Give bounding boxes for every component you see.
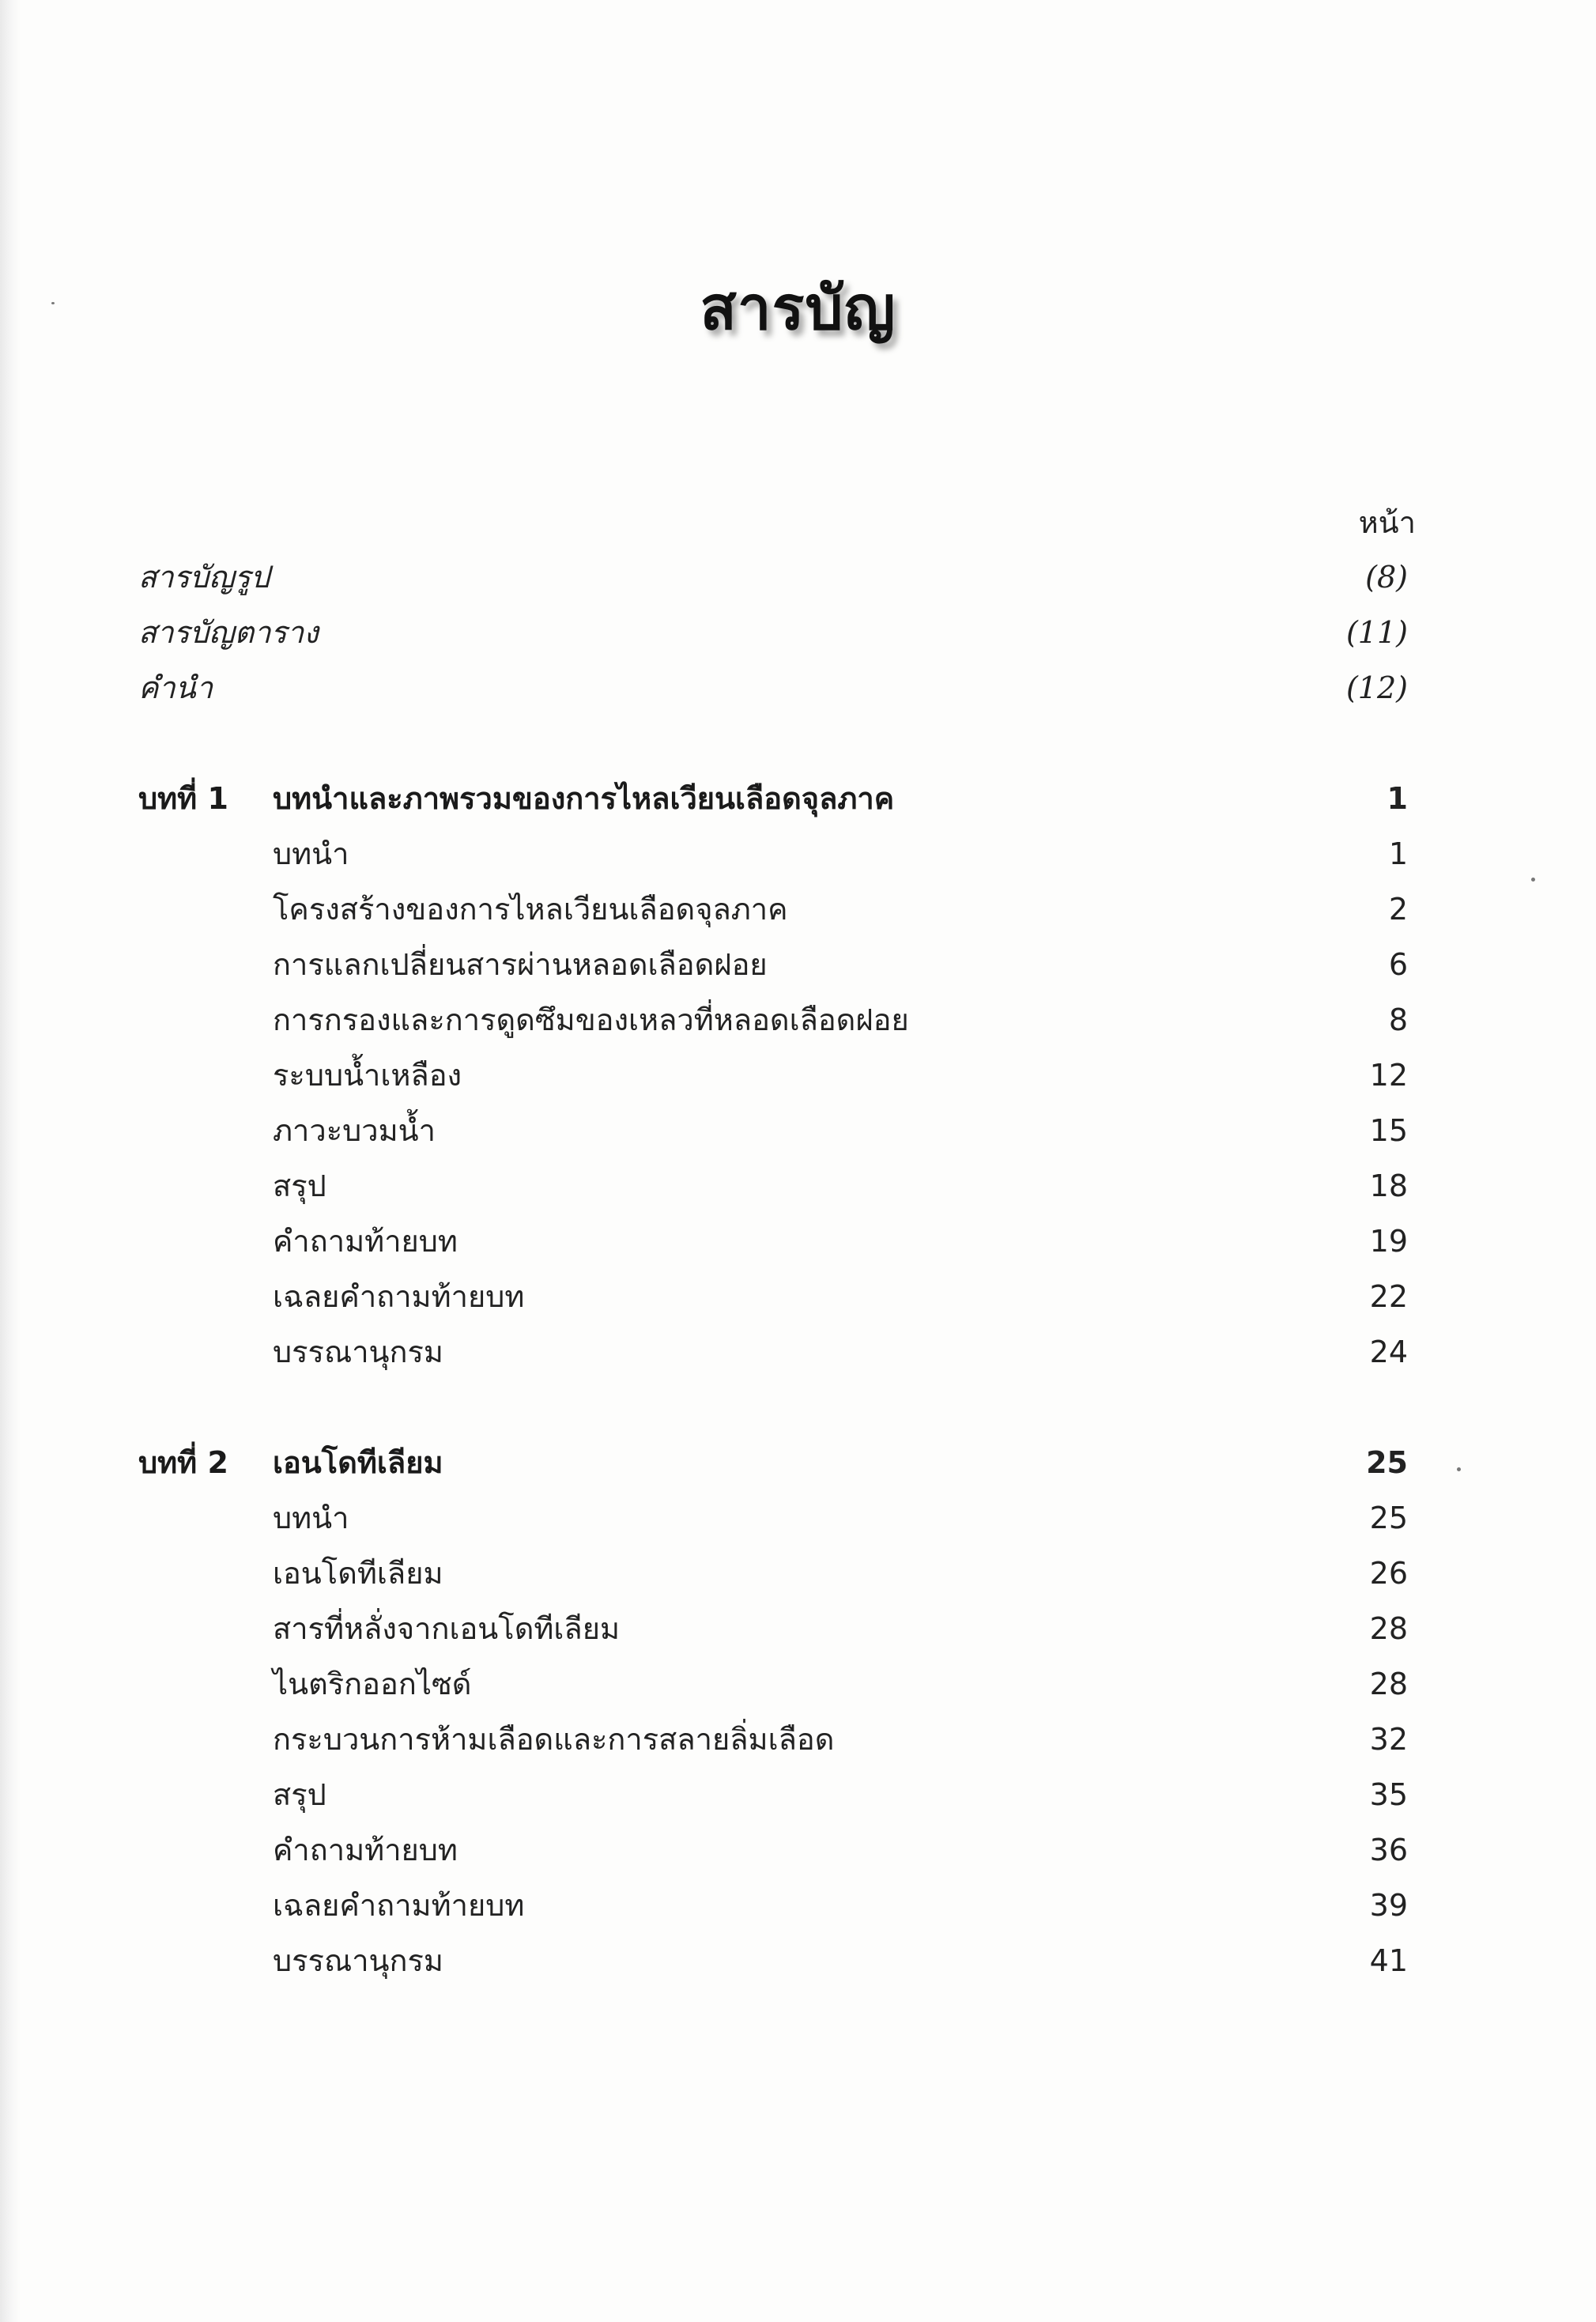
scan-speck (1531, 878, 1535, 882)
toc-item-page: (12) (1345, 670, 1408, 705)
toc-item-page: (8) (1365, 560, 1408, 595)
section-label: ไนตริกออกไซด์ (273, 1667, 472, 1701)
section-page: 22 (1369, 1279, 1408, 1314)
section-label: บทนำ (273, 1501, 349, 1535)
toc-section-item[interactable] (0, 1052, 1596, 1099)
toc-section-item[interactable] (0, 996, 1596, 1044)
toc-section-item[interactable] (0, 1328, 1596, 1376)
section-page: 18 (1369, 1169, 1408, 1203)
toc-section-item[interactable] (0, 1218, 1596, 1265)
toc-section-item[interactable] (0, 1882, 1596, 1929)
chapter-page: 25 (1366, 1445, 1408, 1480)
toc-section-item[interactable] (0, 830, 1596, 878)
section-label: บทนำ (273, 836, 349, 871)
section-label: เฉลยคำถามท้ายบท (273, 1279, 525, 1314)
section-page: 6 (1388, 947, 1408, 982)
toc-item-label: คำนำ (138, 670, 213, 705)
section-page: 12 (1369, 1058, 1408, 1093)
section-label: สรุป (273, 1169, 326, 1203)
section-page: 39 (1369, 1888, 1408, 1923)
scan-speck (51, 302, 55, 304)
chapter-title: บทนำและภาพรวมของการไหลเวียนเลือดจุลภาค (273, 781, 895, 816)
toc-section-item[interactable] (0, 885, 1596, 933)
section-page: 8 (1388, 1002, 1408, 1037)
toc-front-item[interactable] (0, 664, 1596, 712)
section-label: กระบวนการห้ามเลือดและการสลายลิ่มเลือด (273, 1722, 835, 1757)
toc-section-item[interactable] (0, 1162, 1596, 1210)
toc-front-item[interactable] (0, 553, 1596, 601)
section-label: คำถามท้ายบท (273, 1224, 458, 1259)
section-page: 35 (1369, 1777, 1408, 1812)
scan-speck (1457, 1467, 1461, 1471)
section-page: 32 (1369, 1722, 1408, 1757)
toc-section-item[interactable] (0, 1605, 1596, 1652)
section-label: การแลกเปลี่ยนสารผ่านหลอดเลือดฝอย (273, 947, 768, 982)
toc-item-label: สารบัญตาราง (138, 615, 319, 650)
section-page: 24 (1369, 1335, 1408, 1369)
toc-front-item[interactable] (0, 609, 1596, 656)
toc-chapter-1[interactable] (0, 775, 1596, 822)
section-label: บรรณานุกรม (273, 1943, 443, 1978)
section-label: เอนโดทีเลียม (273, 1556, 443, 1591)
toc-section-item[interactable] (0, 1273, 1596, 1320)
section-label: คำถามท้ายบท (273, 1833, 458, 1867)
page-column-header: หน้า (1358, 505, 1416, 540)
section-page: 1 (1388, 836, 1408, 871)
toc-section-item[interactable] (0, 1494, 1596, 1542)
section-page: 2 (1388, 892, 1408, 927)
section-label: สารที่หลั่งจากเอนโดทีเลียม (273, 1611, 621, 1646)
toc-section-item[interactable] (0, 1771, 1596, 1818)
section-page: 19 (1369, 1224, 1408, 1259)
section-page: 15 (1369, 1113, 1408, 1148)
toc-section-item[interactable] (0, 1937, 1596, 1984)
toc-chapter-2[interactable] (0, 1439, 1596, 1486)
section-label: บรรณานุกรม (273, 1335, 443, 1369)
toc-section-item[interactable] (0, 1826, 1596, 1874)
chapter-number: บทที่ 2 (138, 1445, 228, 1480)
toc-section-item[interactable] (0, 941, 1596, 988)
section-page: 36 (1369, 1833, 1408, 1867)
toc-item-label: สารบัญรูป (138, 560, 270, 595)
section-page: 26 (1369, 1556, 1408, 1591)
chapter-number: บทที่ 1 (138, 781, 228, 816)
section-page: 41 (1369, 1943, 1408, 1978)
toc-section-item[interactable] (0, 1716, 1596, 1763)
section-page: 28 (1369, 1611, 1408, 1646)
section-label: การกรองและการดูดซึมของเหลวที่หลอดเลือดฝอย (273, 1002, 909, 1037)
section-page: 25 (1369, 1501, 1408, 1535)
section-label: สรุป (273, 1777, 326, 1812)
section-label: ระบบน้ำเหลือง (273, 1058, 462, 1093)
section-label: ภาวะบวมน้ำ (273, 1113, 436, 1148)
page-title: สารบัญ (700, 273, 896, 343)
toc-section-item[interactable] (0, 1107, 1596, 1154)
toc-item-page: (11) (1345, 615, 1408, 650)
chapter-page: 1 (1387, 781, 1408, 816)
chapter-title: เอนโดทีเลียม (273, 1445, 443, 1480)
section-label: โครงสร้างของการไหลเวียนเลือดจุลภาค (273, 892, 788, 927)
toc-section-item[interactable] (0, 1660, 1596, 1708)
toc-section-item[interactable] (0, 1550, 1596, 1597)
section-page: 28 (1369, 1667, 1408, 1701)
section-label: เฉลยคำถามท้ายบท (273, 1888, 525, 1923)
